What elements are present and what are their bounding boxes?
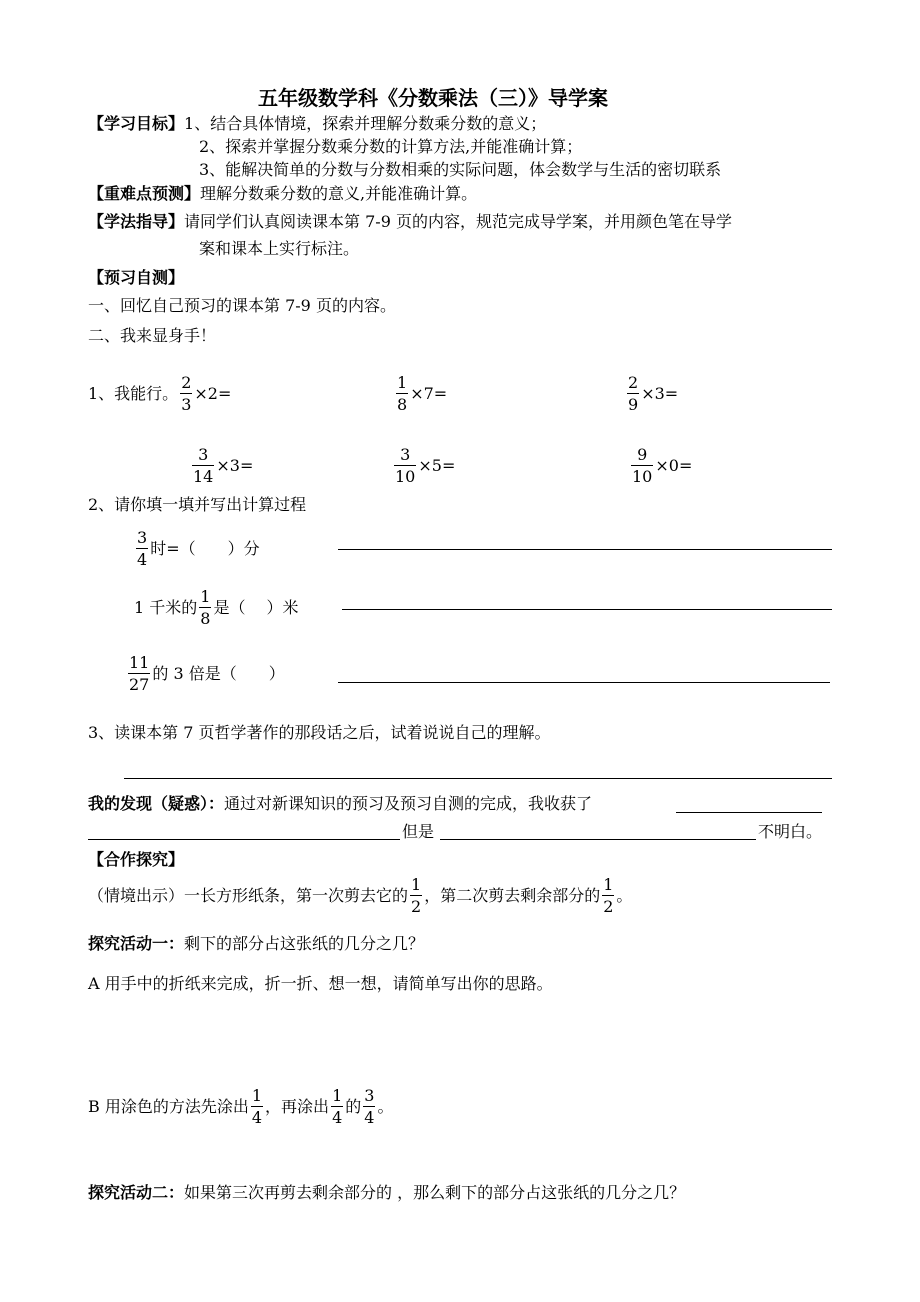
situation xyxy=(88,877,632,915)
activity-1 xyxy=(88,936,424,952)
answer-line-4[interactable] xyxy=(124,778,832,779)
key-points-label: 【重难点预测】 xyxy=(88,184,201,203)
exercise-2 xyxy=(394,375,447,413)
fill-3-text: 的 3 倍是（ ） xyxy=(152,664,285,683)
fraction: $\frac{3}{4}$ xyxy=(364,1086,375,1127)
key-points-text: 理解分数乘分数的意义,并能准确计算。 xyxy=(200,184,478,203)
key-points-row xyxy=(88,186,477,202)
page-title: 五年级数学科《分数乘法（三）》导学案 xyxy=(258,86,608,110)
fill-2-prefix: 1 千米的 xyxy=(134,598,198,617)
fill-1 xyxy=(134,530,260,568)
fraction: $\frac{1}{4}$ xyxy=(332,1086,343,1127)
part-b-text-b: ，再涂出 xyxy=(265,1097,330,1116)
part-a: A 用手中的折纸来完成，折一折、想一想，请简单写出你的思路。 xyxy=(88,974,553,993)
answer-line-1[interactable] xyxy=(338,549,832,550)
fill-1-text: 时=（ ）分 xyxy=(150,539,260,558)
exercise-expression: ×0= xyxy=(655,456,693,475)
method-row xyxy=(88,214,732,230)
method-line-2: 案和课本上实行标注。 xyxy=(199,239,360,258)
exercise-expression: ×2= xyxy=(194,384,232,403)
fraction: $\frac{1}{2}$ xyxy=(411,875,422,916)
fraction: $\frac{11}{27}$ xyxy=(129,653,150,694)
activity-1-label: 探究活动一： xyxy=(88,934,185,953)
exercise-expression: ×5= xyxy=(418,456,456,475)
fraction: $\frac{1}{4}$ xyxy=(251,1086,263,1127)
part-b-text-a: B 用涂色的方法先涂出 xyxy=(88,1097,249,1116)
exercise-expression: ×7= xyxy=(410,384,448,403)
exercise-1 xyxy=(88,375,231,413)
coop-header: 【合作探究】 xyxy=(88,850,185,869)
discovery-unclear: 不明白。 xyxy=(758,822,823,841)
q1-label: 1、我能行。 xyxy=(88,384,179,403)
fraction: $\frac{9}{10}$ xyxy=(632,445,653,486)
fraction: $\frac{3}{14}$ xyxy=(193,445,214,486)
fill-3 xyxy=(126,655,285,693)
answer-line-3[interactable] xyxy=(338,682,830,683)
exercise-4 xyxy=(190,447,253,485)
situation-text-a: （情境出示）一长方形纸条，第一次剪去它的 xyxy=(88,886,409,905)
activity-1-text: 剩下的部分占这张纸的几分之几？ xyxy=(184,934,425,953)
situation-text-b: ，第二次剪去剩余部分的 xyxy=(424,886,601,905)
gain-blank-2[interactable] xyxy=(88,839,400,840)
exercise-expression: ×3= xyxy=(641,384,679,403)
preview-item-2: 二、我来显身手！ xyxy=(88,326,217,345)
discovery-label: 我的发现（疑惑）： xyxy=(88,794,225,813)
exercise-3 xyxy=(625,375,678,413)
fraction: $\frac{1}{8}$ xyxy=(200,587,211,628)
fraction: $\frac{1}{2}$ xyxy=(603,875,614,916)
goals-label: 【学习目标】 xyxy=(88,114,185,133)
preview-item-1: 一、回忆自己预习的课本第 7-9 页的内容。 xyxy=(88,296,396,315)
method-line-1: 请同学们认真阅读课本第 7-9 页的内容，规范完成导学案，并用颜色笔在导学 xyxy=(184,212,732,231)
activity-2-label: 探究活动二： xyxy=(88,1183,185,1202)
fraction: $\frac{2}{3}$ xyxy=(181,373,192,414)
fill-2-text: 是（ ）米 xyxy=(213,598,299,617)
activity-2-text: 如果第三次再剪去剩余部分的 ，那么剩下的部分占这张纸的几分之几？ xyxy=(184,1183,686,1202)
part-b xyxy=(88,1088,393,1126)
exercise-expression: ×3= xyxy=(216,456,254,475)
goal-item-3: 3、能解决简单的分数与分数相乘的实际问题，体会数学与生活的密切联系 xyxy=(199,160,722,179)
discovery-row xyxy=(88,796,592,812)
goal-item-2: 2、探索并掌握分数乘分数的计算方法,并能准确计算； xyxy=(199,137,583,156)
gain-blank[interactable] xyxy=(676,812,822,813)
fraction: $\frac{3}{10}$ xyxy=(395,445,416,486)
answer-line-2[interactable] xyxy=(342,609,832,610)
exercise-5 xyxy=(392,447,455,485)
activity-2 xyxy=(88,1185,685,1201)
unclear-blank[interactable] xyxy=(440,839,756,840)
q3-label: 3、读课本第 7 页哲学著作的那段话之后，试着说说自己的理解。 xyxy=(88,723,551,742)
part-b-text-d: 。 xyxy=(377,1097,394,1116)
method-label: 【学法指导】 xyxy=(88,212,185,231)
goals-row-1 xyxy=(88,116,546,132)
preview-header: 【预习自测】 xyxy=(88,268,185,287)
part-b-text-c: 的 xyxy=(345,1097,362,1116)
discovery-but: 但是 xyxy=(402,822,435,841)
fraction: $\frac{3}{4}$ xyxy=(137,528,148,569)
q2-label: 2、请你填一填并写出计算过程 xyxy=(88,495,307,514)
exercise-6 xyxy=(629,447,692,485)
goal-item-1: 1、结合具体情境，探索并理解分数乘分数的意义； xyxy=(184,114,547,133)
discovery-text: 通过对新课知识的预习及预习自测的完成，我收获了 xyxy=(224,794,593,813)
fill-2 xyxy=(134,589,299,627)
fraction: $\frac{2}{9}$ xyxy=(628,373,639,414)
situation-text-c: 。 xyxy=(616,886,633,905)
fraction: $\frac{1}{8}$ xyxy=(397,373,408,414)
